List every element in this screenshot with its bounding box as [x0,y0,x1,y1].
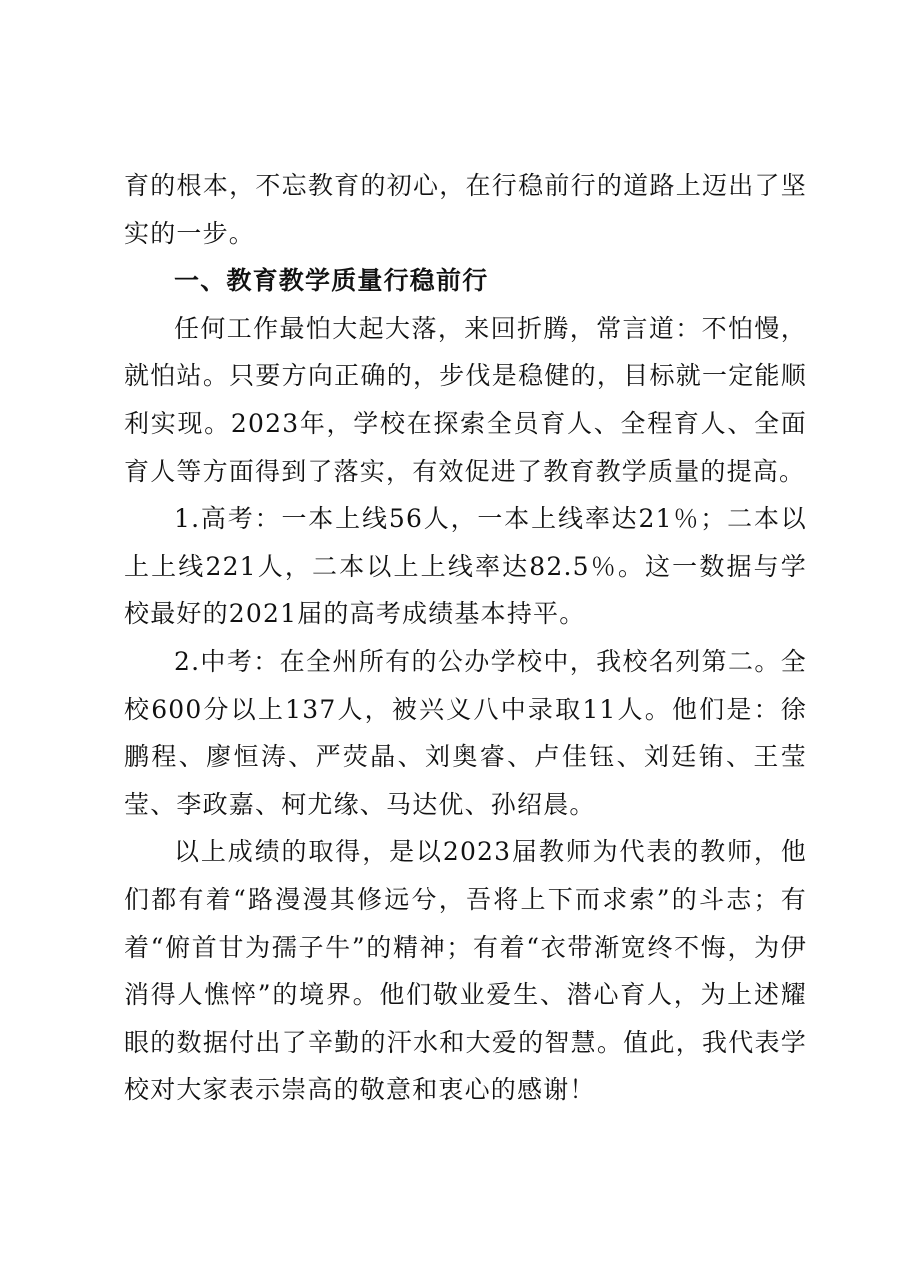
paragraph-thanks: 以上成绩的取得，是以2023届教师为代表的教师，他们都有着“路漫漫其修远兮，吾将上下而求索”的斗志；有着“俯首甘为孺子牛”的精神；有着“衣带渐宽终不悔，为伊消得人憔悴”的境界。他们敬业爱生、潜心育人，为上述耀眼的数据付出了辛勤的汗水和大爱的智慧。值此，我代表学校对大家表示崇高的敬意和衷心的感谢！ [124,837,807,1105]
section-heading: 一、教育教学质量行稳前行 [174,266,489,296]
paragraph-intro: 任何工作最怕大起大落，来回折腾，常言道：不怕慢，就怕站。只要方向正确的，步伐是稳健的，目标就一定能顺利实现。2023年，学校在探索全员育人、全程育人、全面育人等方面得到了落实，有效促进了教育教学质量的提高。 [124,313,807,486]
paragraph-zhongkao: 2.中考：在全州所有的公办学校中，我校名列第二。全校600分以上137人，被兴义八中录取11人。他们是：徐鹏程、廖恒涛、严荧晶、刘奥睿、卢佳钰、刘廷铕、王莹莹、李政嘉、柯尤缘、马达优、孙绍晨。 [124,646,807,819]
paragraph-gaokao: 1.高考：一本上线56人，一本上线率达21％；二本以上上线221人，二本以上上线率达82.5％。这一数据与学校最好的2021届的高考成绩基本持平。 [124,504,807,629]
paragraph-continuation: 育的根本，不忘教育的初心，在行稳前行的道路上迈出了坚实的一步。 [124,171,807,248]
document-body [124,162,807,1114]
